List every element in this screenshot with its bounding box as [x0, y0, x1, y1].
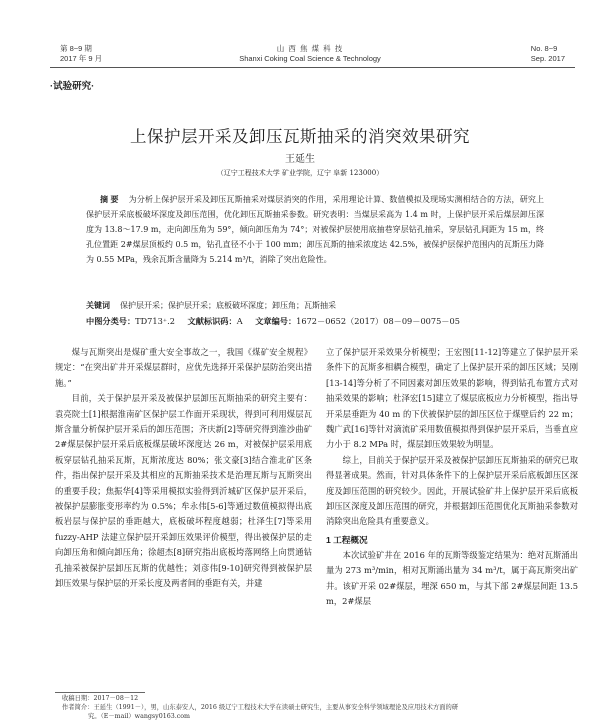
section-heading: 1 工程概况	[326, 534, 368, 545]
doc-code-value: A	[236, 316, 243, 326]
article-id-value: 1672－0652（2017）08－09－0075－05	[296, 316, 460, 326]
body-right-column	[326, 345, 578, 610]
author-affiliation: （辽宁工程技术大学 矿业学院，辽宁 阜新 123000）	[216, 169, 384, 177]
body-paragraph: 立了保护层开采效果分析模型；王宏图[11-12]等建立了保护层开采条件下的瓦斯多相耦合模型，确定了上保护层开采的卸压区域；吴刚[13-14]等分析了不同因素对卸压效果的影响，得到钻孔布置方式对抽采效果的影响；杜泽宏[15]建立了煤层底板应力分析模型，指出导开采层垂距为 40 m 的下伏被保护层的卸压区位于煤壁后约 22 m；魏广武[16]等针对滴流矿采用数值模拟得到保护层开采后，当垂直应力小于 8.2 MPa 时，煤层卸压效果较为明显。	[326, 347, 578, 450]
abstract-text: 为分析上保护层开采及卸压瓦斯抽采对煤层消突的作用，采用理论计算、数值模拟及现场实测相结合的方法，研究上保护层开采底板破坏深度及卸压范围，优化卸压瓦斯抽采参数。研究表明：当煤层采高为 1.4 m 时，上保护层开采后煤层卸压深度为 13.8～17.9 m，走向卸压角为 59°，倾向卸压角为 74°；对被保护层使用底抽巷穿层钻孔抽采，穿层钻孔间距为 15 m，终孔位置距 2#煤层顶板约 0.5 m，钻孔直径不小于 100 mm；卸压瓦斯的抽采浓度达 42.5%，被保护层保护范围内的瓦斯压力降为 0.55 MPa，残余瓦斯含量降为 5.214 m³/t，消除了突出危险性。	[86, 195, 544, 264]
body-paragraph: 目前，关于保护层开采及被保护层卸压瓦斯抽采的研究主要有：袁亮院士[1]根据淮南矿区保护层工作面开采现状，得到可利用煤层瓦斯含量分析保护层开采后的卸压范围；齐庆新[2]等研究得到淮沙曲矿 2#煤层保护层开采后底板煤层破坏深度达 26 m，对被保护层采用底板穿层钻孔抽采瓦斯，瓦斯浓度达 80%；张文豪[3]结合淮北矿区条件，指出保护层开采及其相应的瓦斯抽采技术是治理瓦斯与瓦斯突出的重要手段；焦振华[4]等采用模拟实验得到沂城矿区保护层开采后，被保护层膨胀变形率约为 0.5%；牟永伟[5-6]等通过数值模拟得出底板岩层与保护层的垂距越大，底板破坏程度越弱；杜泽生[7]等采用 fuzzy-AHP 法建立保护层开采卸压效果评价模型，得出被保护层的走向卸压角和倾向卸压角；徐超杰[8]研究指出底板垮落网络上向贯通钻孔抽采被保护层卸压瓦斯的优越性；刘彦伟[9-10]研究得到被保护层卸压效果与保护层的开采长度及两者间的垂距有关，并建	[55, 393, 312, 589]
body-paragraph: 综上，目前关于保护层开采及被保护层卸压瓦斯抽采的研究已取得显著成果。然而，针对具体条件下的上保护层开采后底板卸压区深度及卸压范围的研究较少。因此，开展试验矿井上保护层开采后底板卸压区深度及卸压范围的研究，并根据卸压范围优化瓦斯抽采参数对消除突出危险具有重要意义。	[326, 454, 578, 527]
journal-name-en: Shanxi Coking Coal Science & Technology	[239, 54, 381, 63]
header-right-issue: No. 8~9	[530, 44, 558, 53]
clc-label: 中图分类号：	[86, 317, 136, 326]
section-tag: ·试验研究·	[50, 81, 95, 92]
keywords-block	[86, 298, 544, 313]
article-id-label: 文章编号：	[255, 317, 297, 326]
header-rule	[50, 67, 575, 68]
author-email: 究。（E－mail）wangsy0163.com	[88, 713, 191, 721]
paper-title: 上保护层开采及卸压瓦斯抽采的消突效果研究	[130, 127, 470, 146]
header-journal	[170, 44, 450, 64]
clc-value: TD713⁺.2	[135, 316, 175, 326]
header-left-date: 2017 年 9 月	[60, 54, 103, 63]
keywords-label: 关键词	[86, 301, 110, 310]
abstract-block	[86, 192, 544, 267]
abstract-label: 摘 要	[100, 195, 119, 204]
header-left-issue: 第 8~9 期	[60, 44, 92, 53]
author-info: 作者简介：王延生（1991－），男，山东泰安人，2016 级辽宁工程技术大学在读硕士研究生，主要从事安全科学领域理论及应用技术方面的研	[62, 704, 459, 712]
classification-line	[86, 316, 556, 327]
footnote-rule	[55, 692, 145, 693]
keywords-text: 保护层开采；保护层开采；底板破坏深度；卸压角；瓦斯抽采	[120, 301, 336, 310]
footnotes-block	[62, 694, 582, 722]
received-date: 收稿日期：2017－08－12	[62, 695, 139, 702]
doc-code-label: 文献标识码：	[187, 317, 237, 326]
body-paragraph: 本次试验矿井在 2016 年的瓦斯等级鉴定结果为：绝对瓦斯涌出量为 273 m³/min，相对瓦斯涌出量为 34 m³/t，属于高瓦斯突出矿井。该矿开采 02#煤层，埋深 650 m，与其下部 2#煤层间距 13.5 m，2#煤层	[326, 549, 578, 607]
body-paragraph: 煤与瓦斯突出是煤矿重大安全事故之一，我国《煤矿安全规程》规定：“在突出矿井开采煤层群时，应优先选择开采保护层防治突出措施。”	[55, 347, 312, 388]
journal-name-cn: 山 西 焦 煤 科 技	[276, 44, 344, 53]
header-right-date: Sep. 2017	[530, 54, 565, 63]
header-right-block	[531, 44, 565, 64]
author-name: 王延生	[285, 154, 315, 165]
body-left-column	[55, 345, 312, 592]
header-left-block	[60, 44, 102, 64]
